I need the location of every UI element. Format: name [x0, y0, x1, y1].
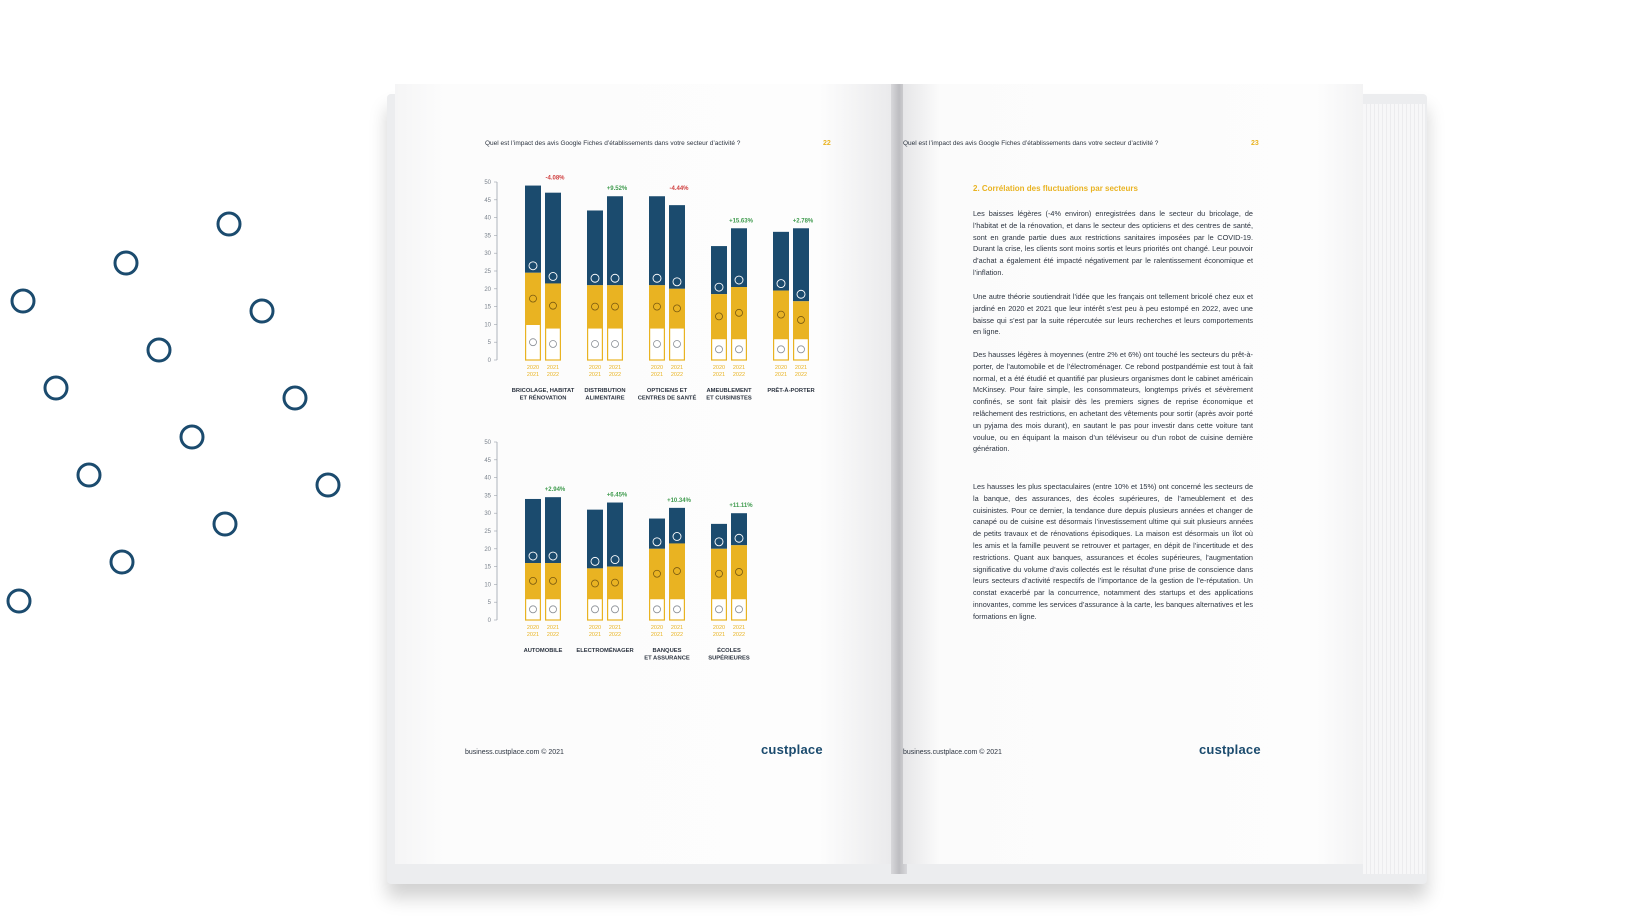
paragraph-2: Une autre théorie soutiendrait l’idée que les français ont tellement bricolé chez eux et jardiné en 2020 et 2021 que leur intérêt s’est peu à peu estompé en 2022, avec une baisse qui s’est par la suite répercutée sur leurs recherches et leurs comportements en ligne.: [973, 292, 1253, 337]
category-label: PRÊT-À-PORTER: [767, 388, 815, 394]
change-label: +15.63%: [729, 218, 753, 225]
category-label: CENTRES DE SANTÉ: [637, 395, 697, 402]
bar-segment-white: [650, 599, 665, 620]
bar-segment-gold: [649, 285, 665, 328]
ring-icon: [8, 590, 30, 612]
bar-segment-gold: [793, 301, 809, 338]
bar-segment-navy: [649, 196, 665, 285]
bar-segment-white: [608, 328, 623, 360]
bar-segment-gold: [587, 568, 603, 598]
bar-segment-navy: [545, 497, 561, 563]
bar-segment-white: [546, 599, 561, 620]
open-book: [395, 84, 1425, 874]
category-label: OPTICIENS ET: [646, 388, 688, 394]
y-tick-label: 45: [484, 457, 491, 464]
ring-icon: [218, 213, 240, 235]
period-label: 2022: [732, 372, 746, 378]
period-label: 2022: [670, 632, 684, 638]
period-label: 2021: [650, 372, 664, 378]
y-tick-label: 10: [484, 582, 491, 589]
custplace-logo: custplace: [1199, 742, 1261, 757]
period-label: 2021: [546, 365, 560, 371]
custplace-logo: custplace: [761, 742, 823, 757]
period-label: 2022: [608, 372, 622, 378]
period-label: 2020: [774, 365, 788, 371]
bar-segment-white: [794, 339, 809, 360]
left-page: [395, 84, 895, 864]
period-label: 2021: [732, 365, 746, 371]
period-label: 2022: [670, 372, 684, 378]
bar-segment-gold: [731, 545, 747, 598]
category-label: BANQUES: [652, 648, 682, 654]
bar-segment-gold: [649, 549, 665, 599]
change-label: +6.45%: [606, 492, 628, 499]
y-tick-label: 30: [484, 511, 491, 518]
period-label: 2021: [732, 625, 746, 631]
category-label: SUPÉRIEURES: [708, 655, 750, 662]
y-tick-label: 20: [484, 286, 491, 293]
period-label: 2020: [650, 365, 664, 371]
bar-segment-gold: [607, 285, 623, 328]
bar-segment-gold: [731, 287, 747, 339]
period-label: 2021: [588, 372, 602, 378]
period-label: 2021: [526, 372, 540, 378]
change-label: +10.34%: [667, 497, 691, 504]
bar-segment-white: [588, 328, 603, 360]
y-tick-label: 15: [484, 304, 491, 311]
ring-icon: [45, 377, 67, 399]
period-label: 2021: [650, 632, 664, 638]
y-tick-label: 15: [484, 564, 491, 571]
change-label: +9.52%: [606, 186, 628, 193]
bar-segment-gold: [545, 283, 561, 328]
period-label: 2020: [650, 625, 664, 631]
bar-segment-navy: [545, 193, 561, 284]
paragraph-3: Des hausses légères à moyennes (entre 2% et 6%) ont touché les secteurs du prêt-à-porter, de l’automobile et de l’électroménager. Ce rebond postpandémie est tout à fait normal, et a été étudié et quantifié par plusieurs organismes dont le cabinet américain McKinsey. Pour faire simple, les consommateurs, longtemps privés et sévèrement confinés, se sont fait plaisir dès les premiers signes de reprise économique et relâchement des restrictions, en achetant des vêtements pour sortir (après avoir porté un pyjama des mois durant), en sautant le pas pour investir dans cette voiture tant voulue, ou en équipant la maison d’un téléviseur ou d’un robot de cuisine dernière génération.: [973, 350, 1253, 454]
bar-segment-navy: [731, 513, 747, 545]
category-label: ET ASSURANCE: [644, 655, 690, 662]
bar-segment-navy: [773, 232, 789, 291]
category-label: ELECTROMÉNAGER: [576, 648, 634, 654]
period-label: 2020: [526, 365, 540, 371]
y-tick-label: 20: [484, 546, 491, 553]
y-tick-label: 40: [484, 475, 491, 482]
period-label: 2020: [712, 625, 726, 631]
period-label: 2021: [712, 372, 726, 378]
y-tick-label: 40: [484, 215, 491, 222]
bar-segment-gold: [711, 294, 727, 339]
bar-segment-gold: [711, 549, 727, 599]
page-footer: business.custplace.com © 2021: [903, 749, 1002, 756]
period-label: 2021: [712, 632, 726, 638]
period-label: 2020: [526, 625, 540, 631]
bar-segment-gold: [587, 285, 603, 328]
ring-icon: [284, 387, 306, 409]
category-label: ÉCOLES: [717, 648, 741, 654]
bar-segment-gold: [525, 273, 541, 325]
bar-segment-white: [670, 599, 685, 620]
period-label: 2022: [794, 372, 808, 378]
y-tick-label: 35: [484, 493, 491, 500]
period-label: 2021: [588, 632, 602, 638]
period-label: 2021: [608, 625, 622, 631]
y-tick-label: 25: [484, 269, 491, 275]
bar-segment-gold: [773, 291, 789, 339]
bar-segment-white: [774, 339, 789, 360]
bar-segment-gold: [545, 563, 561, 599]
bar-segment-white: [546, 328, 561, 360]
y-tick-label: 0: [487, 358, 491, 364]
ring-icon: [181, 426, 203, 448]
decorative-circles: [0, 0, 380, 700]
bar-segment-navy: [669, 205, 685, 289]
bar-segment-white: [526, 599, 541, 620]
ring-icon: [111, 551, 133, 573]
y-tick-label: 50: [484, 440, 491, 446]
period-label: 2021: [774, 372, 788, 378]
paragraph-1: Les baisses légères (-4% environ) enregistrées dans le secteur du bricolage, de l’habitat et de la rénovation, et dans le secteur des opticiens et des centres de santé, sont en grande partie dues aux restrictions sanitaires imposées par le COVID-19. Durant la crise, les clients sont moins sortis et leurs priorités ont changé. Leur pouvoir d’achat a également été impacté négativement par le ralentissement économique et l’inflation.: [973, 209, 1253, 277]
bar-segment-white: [712, 339, 727, 360]
ring-icon: [78, 464, 100, 486]
bar-segment-gold: [669, 289, 685, 328]
change-label: -4.44%: [669, 186, 689, 193]
category-label: AUTOMOBILE: [523, 648, 563, 654]
category-label: DISTRIBUTION: [584, 388, 626, 394]
period-label: 2022: [608, 632, 622, 638]
bar-chart-top: [475, 175, 835, 425]
category-label: AMEUBLEMENT: [706, 388, 752, 394]
period-label: 2022: [732, 632, 746, 638]
section-title: 2. Corrélation des fluctuations par secteurs: [973, 184, 1138, 193]
bar-chart-bottom: [475, 440, 835, 685]
category-label: ET CUISINISTES: [706, 395, 752, 402]
period-label: 2021: [670, 625, 684, 631]
bar-segment-navy: [731, 228, 747, 287]
bar-segment-navy: [607, 196, 623, 285]
period-label: 2020: [588, 365, 602, 371]
page-header: Quel est l’impact des avis Google Fiches d’établissements dans votre secteur d’activité ?: [903, 140, 1159, 147]
bar-segment-navy: [525, 186, 541, 273]
y-tick-label: 30: [484, 251, 491, 258]
y-tick-label: 5: [487, 340, 491, 347]
bar-segment-white: [732, 599, 747, 620]
bar-segment-navy: [525, 499, 541, 563]
y-tick-label: 35: [484, 233, 491, 240]
bar-segment-white: [712, 599, 727, 620]
bar-segment-white: [608, 599, 623, 620]
ring-icon: [251, 300, 273, 322]
right-page: [903, 84, 1363, 864]
y-tick-label: 45: [484, 197, 491, 204]
page-header: Quel est l’impact des avis Google Fiches d’établissements dans votre secteur d’activité ?: [485, 140, 741, 147]
ring-icon: [115, 252, 137, 274]
bar-segment-navy: [711, 524, 727, 549]
bar-segment-navy: [649, 519, 665, 549]
page-number: 23: [1251, 140, 1259, 147]
category-label: ET RÉNOVATION: [519, 395, 567, 402]
page-number: 22: [823, 140, 831, 147]
category-label: ALIMENTAIRE: [585, 395, 625, 402]
change-label: -4.08%: [545, 175, 565, 182]
period-label: 2020: [712, 365, 726, 371]
bar-segment-navy: [607, 503, 623, 567]
bar-segment-white: [526, 324, 541, 360]
change-label: +11.11%: [729, 503, 753, 510]
period-label: 2021: [794, 365, 808, 371]
bar-segment-navy: [669, 508, 685, 544]
y-tick-label: 5: [487, 600, 491, 607]
paragraph-4: Les hausses les plus spectaculaires (entre 10% et 15%) ont concerné les secteurs de la banque, des assurances, des écoles supérieures, de l’ameublement et des cuisinistes. Pour ce dernier, la tendance dure depuis plusieurs années et changer de canapé ou de cuisine est désormais l’investissement ultime qui suit plusieurs années de petits travaux et de rénovations épisodiques. La maison est désormais un îlot où les amis et la famille peuvent se retrouver et partager, en dépit de l’incertitude et des restrictions. Quant aux banques, assurances et écoles supérieures, l’augmentation significative du volume d’avis collectés est le résultat d’une prise de conscience dans leurs secteurs d’activité respectifs de l’importance de la gestion de l’e-réputation. Un constat exacerbé par la concurrence, notamment des startups et des applications innovantes, comme les services d’assurance à la carte, les banques alternatives et les formations en ligne.: [973, 482, 1253, 621]
change-label: +2.94%: [544, 487, 566, 494]
y-tick-label: 0: [487, 618, 491, 624]
bar-segment-navy: [711, 246, 727, 294]
bar-segment-white: [650, 328, 665, 360]
page-footer: business.custplace.com © 2021: [465, 749, 564, 756]
period-label: 2022: [546, 372, 560, 378]
y-tick-label: 50: [484, 180, 491, 186]
bar-segment-navy: [587, 510, 603, 569]
bar-segment-white: [588, 599, 603, 620]
ring-icon: [12, 290, 34, 312]
ring-icon: [148, 339, 170, 361]
bar-segment-gold: [607, 567, 623, 599]
bar-segment-gold: [669, 543, 685, 598]
y-tick-label: 25: [484, 529, 491, 535]
change-label: +2.78%: [792, 218, 814, 225]
bar-segment-gold: [525, 563, 541, 599]
ring-icon: [214, 513, 236, 535]
page-edges: [1363, 104, 1425, 874]
period-label: 2021: [670, 365, 684, 371]
period-label: 2021: [526, 632, 540, 638]
ring-icon: [317, 474, 339, 496]
period-label: 2021: [546, 625, 560, 631]
period-label: 2022: [546, 632, 560, 638]
period-label: 2021: [608, 365, 622, 371]
bar-segment-white: [670, 328, 685, 360]
y-tick-label: 10: [484, 322, 491, 329]
bar-segment-white: [732, 339, 747, 360]
category-label: BRICOLAGE, HABITAT: [511, 388, 575, 394]
period-label: 2020: [588, 625, 602, 631]
